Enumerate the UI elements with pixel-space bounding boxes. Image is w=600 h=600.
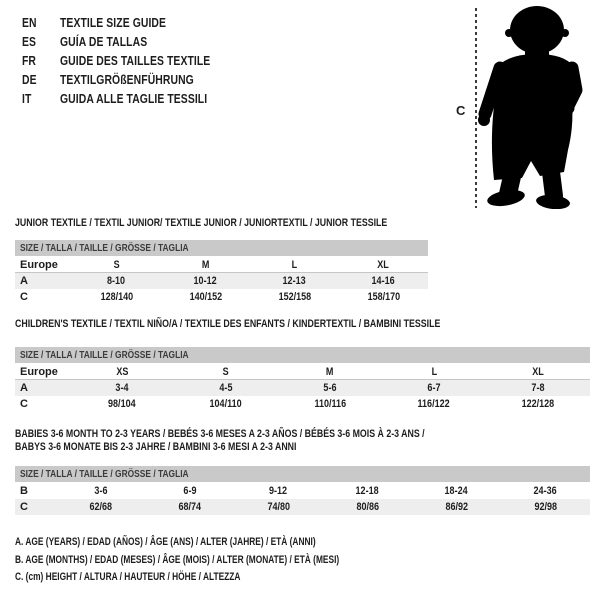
table-title <box>15 428 590 441</box>
language-row <box>22 70 248 89</box>
table-row <box>15 499 590 515</box>
size-cell-value: L <box>291 259 298 271</box>
size-cell-value: 152/158 <box>278 291 311 303</box>
language-row <box>22 51 248 70</box>
size-cell <box>339 289 428 305</box>
language-title <box>60 70 227 89</box>
table-title-text: JUNIOR TEXTILE / TEXTIL JUNIOR/ TEXTILE JUNIOR / JUNIORTEXTIL / JUNIOR TESSILE <box>15 217 388 229</box>
legend-line <box>15 552 442 570</box>
size-cell <box>72 257 161 272</box>
size-cell-value: 140/152 <box>189 291 222 303</box>
size-cell <box>486 364 590 379</box>
size-cell-value: XS <box>115 366 129 378</box>
table-row <box>15 396 590 412</box>
language-title-text: TEXTILE SIZE GUIDE <box>60 15 167 30</box>
legend-line-text: A. AGE (YEARS) / EDAD (AÑOS) / ÂGE (ANS) / ALTER (JAHRE) / ETÀ (ANNI) <box>15 536 316 548</box>
size-cell <box>56 499 145 515</box>
table-title <box>15 441 590 454</box>
size-header: SIZE / TALLA / TAILLE / GRÖSSE / TAGLIA <box>20 349 189 361</box>
legend-line-text: B. AGE (MONTHS) / EDAD (MESES) / ÂGE (MOIS) / ALTER (MONATE) / ETÀ (MESI) <box>15 553 340 566</box>
legend-line <box>15 534 442 552</box>
size-cell <box>145 483 234 499</box>
row-label: B <box>20 485 28 497</box>
size-cell-value: 92/98 <box>534 501 557 513</box>
size-cell <box>72 273 161 289</box>
language-row <box>22 89 248 108</box>
size-cell-value: 158/170 <box>367 291 400 303</box>
size-header: SIZE / TALLA / TAILLE / GRÖSSE / TAGLIA <box>20 468 189 480</box>
size-cell-value: 62/68 <box>89 501 112 513</box>
size-cell-value: M <box>326 366 334 378</box>
row-label: A <box>20 275 28 287</box>
language-title <box>60 32 169 51</box>
size-cell-value: 12-13 <box>282 275 307 287</box>
table-title-block <box>15 318 590 331</box>
size-cell-value: 104/110 <box>209 398 243 410</box>
table-title <box>15 217 428 230</box>
size-cell <box>250 257 339 272</box>
size-cell <box>323 499 412 515</box>
language-title-text: GUIDE DES TAILLES TEXTILE <box>60 53 211 68</box>
size-cell-value: 68/74 <box>178 501 201 513</box>
size-cell-value: 12-18 <box>355 485 380 497</box>
table-title-block <box>15 428 590 454</box>
language-title-text: GUÍA DE TALLAS <box>60 34 148 49</box>
size-cell-value: S <box>113 259 120 271</box>
size-cell <box>486 380 590 396</box>
size-cell <box>70 380 174 396</box>
size-cell-value: 116/122 <box>417 398 451 410</box>
size-cell-value: 3-6 <box>93 485 108 497</box>
language-code-text: EN <box>22 15 37 30</box>
language-title <box>60 51 248 70</box>
table-title <box>15 318 590 331</box>
row-label: A <box>20 382 28 394</box>
size-cell-value: 110/116 <box>314 398 346 410</box>
size-cell <box>412 499 501 515</box>
size-cell <box>278 380 382 396</box>
size-cell <box>56 483 145 499</box>
size-header: SIZE / TALLA / TAILLE / GRÖSSE / TAGLIA <box>20 242 189 254</box>
size-cell-value: 8-10 <box>107 275 126 287</box>
size-header-bar <box>15 347 590 363</box>
table-title-block <box>15 217 428 230</box>
table-title-text: BABIES 3-6 MONTH TO 2-3 YEARS / BEBÉS 3-6 MESES A 2-3 AÑOS / BÉBÉS 3-6 MOIS À 2-3 ANS / <box>15 428 425 440</box>
baby-figure <box>448 0 600 216</box>
size-cell <box>70 396 174 412</box>
size-cell-value: 74/80 <box>267 501 290 513</box>
language-row <box>22 32 248 51</box>
size-cell <box>174 396 278 412</box>
table-title-text: CHILDREN'S TEXTILE / TEXTIL NIÑO/A / TEXTILE DES ENFANTS / KINDERTEXTIL / BAMBINI TESSILE <box>15 318 441 330</box>
size-cell-value: 6-9 <box>182 485 197 497</box>
size-cell <box>174 380 278 396</box>
language-code-text: IT <box>22 91 32 106</box>
size-cell <box>486 396 590 412</box>
size-cell <box>501 499 590 515</box>
size-cell-value: L <box>431 366 437 378</box>
size-cell-value: 5-6 <box>323 382 337 394</box>
size-cell <box>234 483 323 499</box>
language-code <box>22 89 60 108</box>
junior-textile-table <box>15 217 428 303</box>
size-cell <box>278 396 382 412</box>
size-cell-value: 10-12 <box>193 275 218 287</box>
size-cell-value: S <box>222 366 230 378</box>
size-cell-value: 18-24 <box>444 485 469 497</box>
size-cell <box>382 396 486 412</box>
row-label: Europe <box>20 259 58 271</box>
size-cell <box>412 483 501 499</box>
row-label: C <box>20 501 28 513</box>
language-title <box>60 89 244 108</box>
language-code <box>22 70 60 89</box>
size-cell <box>72 289 161 305</box>
table-rows <box>15 257 428 305</box>
babies-textile-table <box>15 428 590 513</box>
language-list <box>22 13 248 108</box>
height-c-label: C <box>456 103 466 118</box>
size-cell <box>161 257 250 272</box>
size-cell <box>339 273 428 289</box>
row-label: C <box>20 398 28 410</box>
size-cell <box>382 380 486 396</box>
size-cell <box>250 273 339 289</box>
size-cell-value: 6-7 <box>427 382 441 394</box>
table-row <box>15 273 428 289</box>
legend-line-text: C. (cm) HEIGHT / ALTURA / HAUTEUR / HÖHE / ALTEZZA <box>15 571 241 583</box>
size-cell <box>278 364 382 379</box>
size-cell-value: 24-36 <box>533 485 558 497</box>
size-cell-value: 122/128 <box>521 398 555 410</box>
size-cell <box>323 483 412 499</box>
size-cell <box>174 364 278 379</box>
size-cell <box>382 364 486 379</box>
table-rows <box>15 364 590 412</box>
size-cell-value: 7-8 <box>531 382 545 394</box>
table-title-text: BABYS 3-6 MONATE BIS 2-3 JAHRE / BAMBINI 3-6 MESI A 2-3 ANNI <box>15 441 297 453</box>
language-title-text: GUIDA ALLE TAGLIE TESSILI <box>60 91 208 106</box>
language-row <box>22 13 248 32</box>
size-cell <box>501 483 590 499</box>
language-code <box>22 32 60 51</box>
size-header-bar <box>15 466 590 482</box>
size-cell <box>339 257 428 272</box>
language-code-text: DE <box>22 72 37 87</box>
table-row <box>15 289 428 305</box>
row-label: Europe <box>20 366 58 378</box>
size-cell <box>234 499 323 515</box>
language-code <box>22 51 60 70</box>
size-cell-value: M <box>201 259 210 271</box>
size-cell-value: XL <box>532 366 544 378</box>
size-cell <box>161 273 250 289</box>
childrens-textile-table <box>15 318 590 410</box>
language-code <box>22 13 60 32</box>
size-cell-value: XL <box>377 259 390 271</box>
language-title-text: TEXTILGRÖßENFÜHRUNG <box>60 72 194 87</box>
size-cell-value: 128/140 <box>100 291 133 303</box>
size-cell-value: 86/92 <box>445 501 468 513</box>
size-cell <box>145 499 234 515</box>
size-cell-value: 4-5 <box>219 382 233 394</box>
size-cell-value: 3-4 <box>115 382 129 394</box>
row-label: C <box>20 291 28 303</box>
language-code-text: ES <box>22 34 37 49</box>
language-title <box>60 13 193 32</box>
table-row <box>15 483 590 499</box>
size-cell-value: 9-12 <box>269 485 288 497</box>
table-rows <box>15 483 590 515</box>
size-cell <box>70 364 174 379</box>
size-cell-value: 98/104 <box>108 398 136 410</box>
legend-line <box>15 569 442 587</box>
language-code-text: FR <box>22 53 37 68</box>
size-cell-value: 14-16 <box>371 275 396 287</box>
size-cell-value: 80/86 <box>356 501 379 513</box>
size-cell <box>161 289 250 305</box>
size-header-bar <box>15 240 428 256</box>
table-row <box>15 364 590 380</box>
toddler-silhouette-icon <box>476 4 584 209</box>
table-row <box>15 380 590 396</box>
size-cell <box>250 289 339 305</box>
measurement-legend <box>15 534 442 587</box>
table-row <box>15 257 428 273</box>
